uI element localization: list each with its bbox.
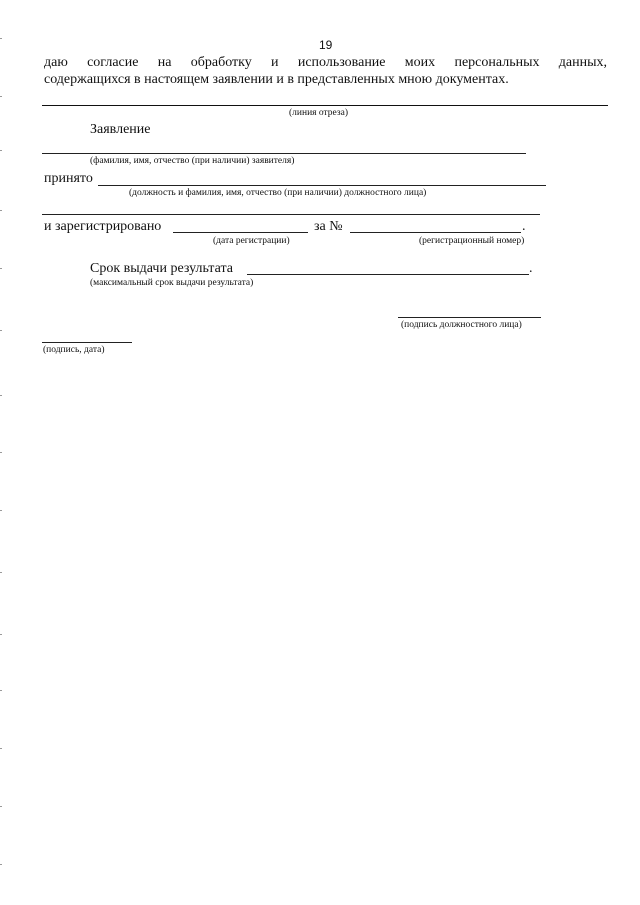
consent-text-line-2: содержащихся в настоящем заявлении и в представленных мною документах. — [44, 72, 509, 87]
registered-label: и зарегистрировано — [44, 219, 162, 234]
registration-number-line[interactable] — [350, 232, 521, 233]
registration-number-caption: (регистрационный номер) — [419, 236, 525, 246]
application-title: Заявление — [90, 122, 151, 137]
cut-line — [42, 105, 608, 106]
result-deadline-caption: (максимальный срок выдачи результата) — [90, 278, 254, 288]
applicant-name-caption: (фамилия, имя, отчество (при наличии) заявителя) — [90, 156, 295, 166]
page-number: 19 — [319, 38, 333, 52]
accepted-by-line[interactable] — [98, 185, 546, 186]
applicant-name-line[interactable] — [42, 153, 526, 154]
accepted-label: принято — [44, 171, 93, 186]
registration-date-caption: (дата регистрации) — [213, 236, 290, 246]
registration-period: . — [522, 219, 526, 234]
result-deadline-period: . — [529, 261, 533, 276]
official-signature-line[interactable] — [398, 317, 541, 318]
official-name-line-2[interactable] — [42, 214, 540, 215]
official-signature-caption: (подпись должностного лица) — [401, 320, 522, 330]
result-deadline-line[interactable] — [247, 274, 529, 275]
registration-date-line[interactable] — [173, 232, 308, 233]
applicant-signature-line[interactable] — [42, 342, 132, 343]
applicant-signature-caption: (подпись, дата) — [43, 345, 105, 355]
consent-text-line-1: даю согласие на обработку и использование моих персональных данных, — [44, 55, 607, 70]
result-deadline-label: Срок выдачи результата — [90, 261, 233, 276]
official-name-caption: (должность и фамилия, имя, отчество (при наличии) должностного лица) — [129, 188, 427, 198]
number-label: за № — [314, 219, 343, 234]
cut-line-caption: (линия отреза) — [289, 108, 349, 118]
